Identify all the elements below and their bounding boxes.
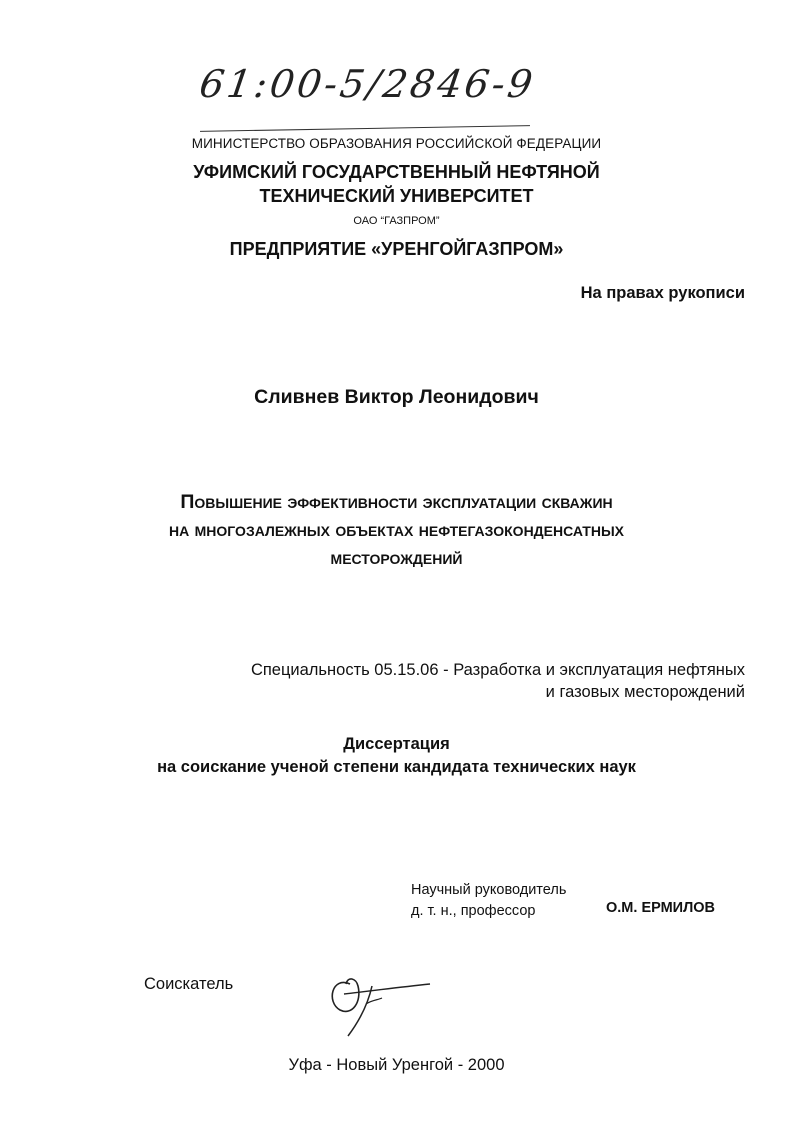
supervisor-block	[411, 880, 566, 922]
ministry-name: МИНИСТЕРСТВО ОБРАЗОВАНИЯ РОССИЙСКОЙ ФЕДЕРАЦИИ	[191, 136, 602, 151]
title-line: Повышение эффективности эксплуатации скважин	[180, 491, 613, 513]
place-and-year: Уфа - Новый Уренгой - 2000	[288, 1056, 505, 1074]
archive-code-underline	[200, 125, 530, 132]
specialty	[251, 659, 745, 703]
applicant-signature	[322, 964, 432, 1039]
title-line: на многозалежных объектах нефтегазоконденсатных	[169, 519, 624, 541]
dissertation-line1: Диссертация	[343, 735, 450, 753]
applicant-label: Соискатель	[144, 975, 234, 993]
title-line: месторождений	[330, 547, 463, 569]
organization-name: ОАО “ГАЗПРОМ”	[353, 215, 440, 227]
specialty-line1: Специальность 05.15.06 - Разработка и эксплуатация нефтяных	[250, 661, 745, 679]
supervisor-role: Научный руководитель	[411, 882, 567, 898]
dissertation-title	[0, 488, 793, 572]
archive-code-handwritten: 61:00-5/2846-9	[196, 62, 539, 106]
dissertation-line2: на соискание ученой степени кандидата технических наук	[157, 758, 636, 776]
enterprise-name: ПРЕДПРИЯТИЕ «УРЕНГОЙГАЗПРОМ»	[229, 239, 564, 259]
supervisor-degree: д. т. н., профессор	[411, 903, 536, 919]
university-name-line1: УФИМСКИЙ ГОСУДАРСТВЕННЫЙ НЕФТЯНОЙ	[193, 162, 600, 182]
specialty-line2: и газовых месторождений	[545, 683, 745, 701]
supervisor-name: О.М. ЕРМИЛОВ	[606, 900, 716, 916]
university-name-line2: ТЕХНИЧЕСКИЙ УНИВЕРСИТЕТ	[259, 186, 534, 206]
dissertation-label	[0, 733, 793, 779]
manuscript-rights-note: На правах рукописи	[580, 284, 745, 302]
author-name: Сливнев Виктор Леонидович	[254, 386, 539, 408]
